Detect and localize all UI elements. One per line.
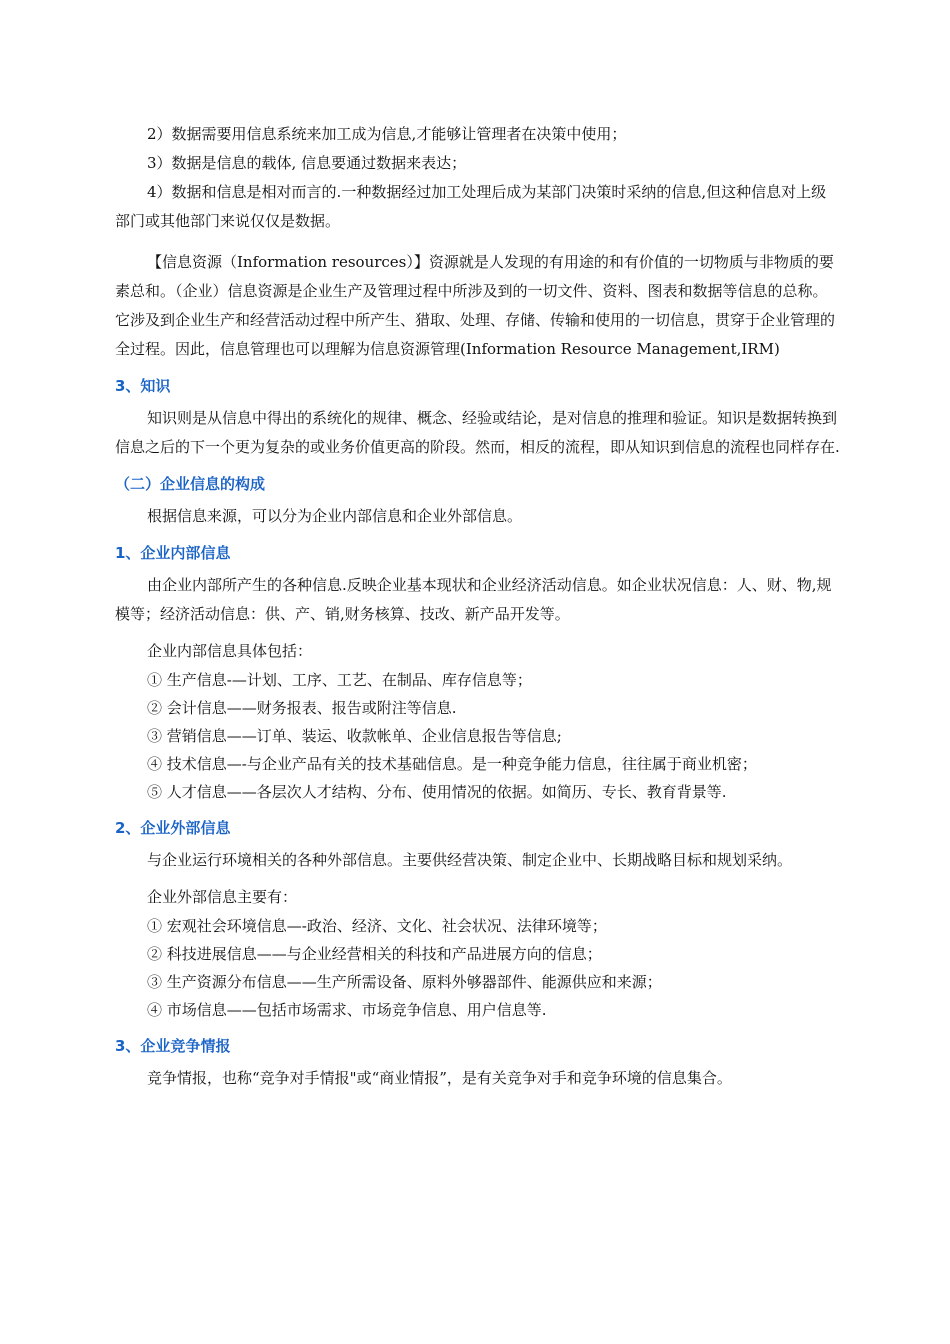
knowledge-heading: 3、知识 [115, 377, 171, 395]
knowledge-paragraph: 知识则是从信息中得出的系统化的规律、概念、经验或结论，是对信息的推理和验证。知识是数据转换到信息之后的下一个更为复杂的或业务价值更高的阶段。然而，相反的流程，即从知识到信息的流程也同样存在. [115, 409, 840, 456]
list-item: ① 宏观社会环境信息—-政治、经济、文化、社会状况、法律环境等； [147, 917, 607, 935]
competition-heading: 3、企业竞争情报 [115, 1037, 231, 1055]
internal-info-list [115, 666, 840, 806]
list-item: ③ 生产资源分布信息——生产所需设备、原料外够器部件、能源供应和来源； [147, 973, 662, 991]
list-item: ③ 营销信息——订单、装运、收款帐单、企业信息报告等信息; [147, 727, 562, 745]
list-item: ⑤ 人才信息——各层次人才结构、分布、使用情况的依据。如简历、专长、教育背景等. [147, 783, 727, 801]
internal-info-paragraph: 由企业内部所产生的各种信息.反映企业基本现状和企业经济活动信息。如企业状况信息：人、财、物,规模等；经济活动信息：供、产、销,财务核算、技改、新产品开发等。 [115, 576, 832, 623]
list-item: ④ 市场信息——包括市场需求、市场竞争信息、用户信息等. [147, 1001, 547, 1019]
intro-item-4: 4）数据和信息是相对而言的.一种数据经过加工处理后成为某部门决策时采纳的信息,但这种信息对上级部门或其他部门来说仅仅是数据。 [115, 183, 827, 230]
external-info-list [115, 912, 840, 1024]
external-list-intro: 企业外部信息主要有： [147, 888, 298, 906]
list-item: ② 科技进展信息——与企业经营相关的科技和产品进展方向的信息； [147, 945, 602, 963]
info-resource-paragraph: 【信息资源（Information resources）】资源就是人发现的有用途的和有价值的一切物质与非物质的要素总和。（企业）信息资源是企业生产及管理过程中所涉及到的一切文件、资料、图表和数据等信息的总称。它涉及到企业生产和经营活动过程中所产生、猎取、处理、存储、传输和使用的一切信息，贯穿于企业管理的全过程。因此，信息管理也可以理解为信息资源管理(Information Resource Management,IRM) [115, 253, 836, 358]
list-item: ② 会计信息——财务报表、报告或附注等信息. [147, 699, 457, 717]
external-info-paragraph: 与企业运行环境相关的各种外部信息。主要供经营决策、制定企业中、长期战略目标和规划采纳。 [147, 851, 793, 869]
external-info-heading: 2、企业外部信息 [115, 819, 231, 837]
intro-item-3: 3）数据是信息的载体, 信息要通过数据来表达； [147, 154, 467, 172]
composition-heading: （二）企业信息的构成 [115, 475, 266, 493]
intro-item-2: 2）数据需要用信息系统来加工成为信息,才能够让管理者在决策中使用； [147, 125, 627, 143]
composition-paragraph: 根据信息来源，可以分为企业内部信息和企业外部信息。 [147, 507, 523, 525]
competition-paragraph: 竞争情报，也称“竞争对手情报"或“商业情报”，是有关竞争对手和竞争环境的信息集合。 [147, 1069, 732, 1087]
list-item: ① 生产信息-—计划、工序、工艺、在制品、库存信息等； [147, 671, 532, 689]
list-item: ④ 技术信息—-与企业产品有关的技术基础信息。是一种竞争能力信息，往往属于商业机密； [147, 755, 757, 773]
internal-info-heading: 1、企业内部信息 [115, 544, 231, 562]
internal-list-intro: 企业内部信息具体包括： [147, 642, 313, 660]
